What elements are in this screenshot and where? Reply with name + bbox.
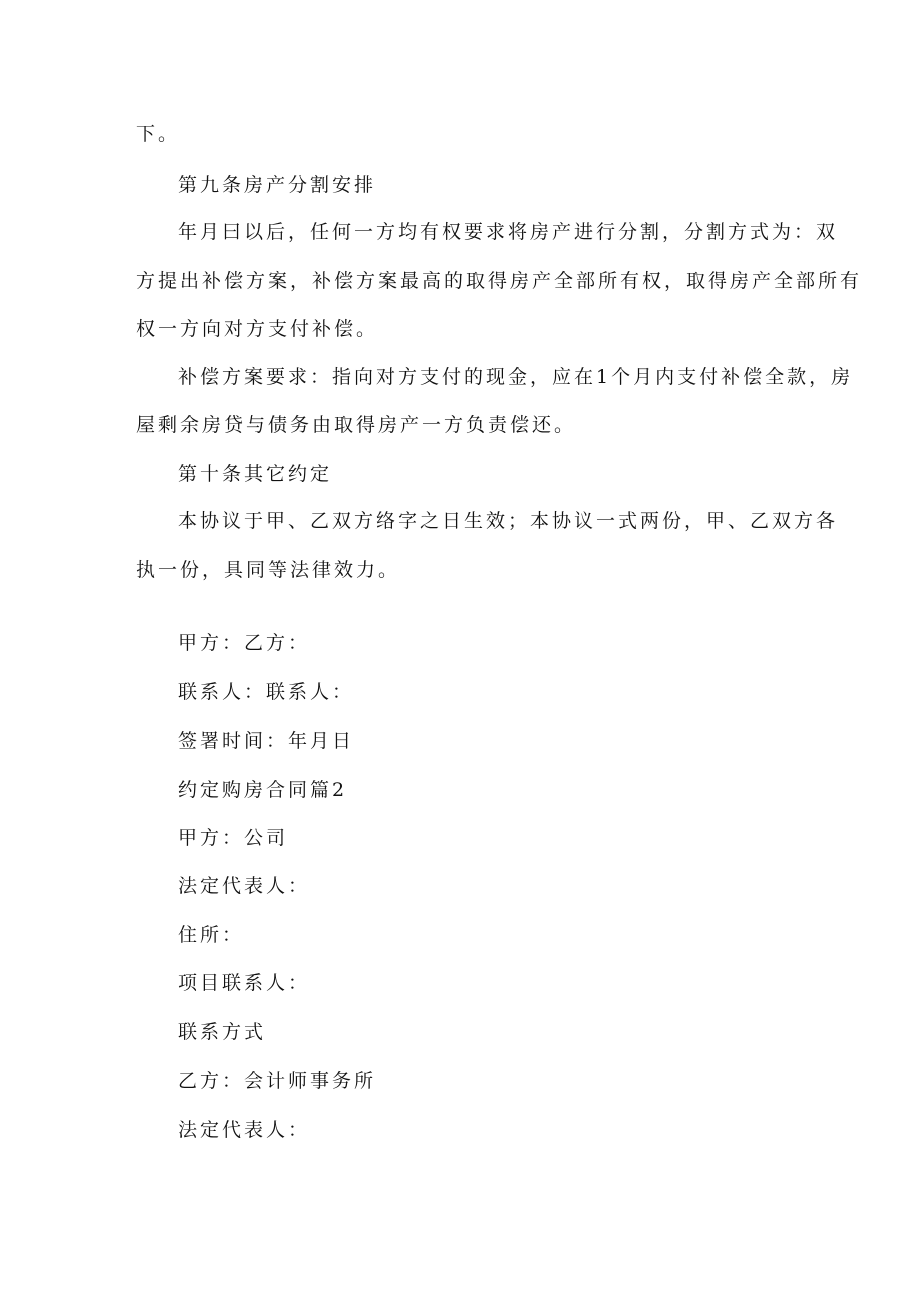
party-line: 甲方：乙方： — [178, 632, 311, 654]
project-contact-line: 项目联系人： — [178, 972, 311, 994]
party-a-line: 甲方：公司 — [178, 827, 289, 849]
paragraph-line: 年月曰以后，任何一方均有权要求将房产进行分割，分割方式为：双 — [178, 221, 839, 243]
paragraph-line: 补偿方案要求：指向对方支付的现金，应在1个月内支付补偿全款，房 — [178, 366, 854, 388]
signing-date-line: 签署时间：年月日 — [178, 730, 355, 752]
paragraph-line: 权一方向对方支付补偿。 — [136, 318, 379, 340]
paragraph-line: 执一份，具同等法律效力。 — [136, 559, 401, 581]
paragraph-line: 方提出补偿方案，补偿方案最高的取得房产全部所有权，取得房产全部所有 — [136, 270, 863, 292]
article-9-heading: 第九条房产分割安排 — [178, 174, 377, 196]
legal-representative-line: 法定代表人： — [178, 875, 311, 897]
paragraph-line: 屋剩余房贷与债务由取得房产一方负责偿还。 — [136, 414, 577, 436]
address-line: 住所： — [178, 924, 245, 946]
legal-representative-line: 法定代表人： — [178, 1119, 311, 1141]
text-line-continuation: 下。 — [136, 123, 181, 145]
article-10-heading: 第十条其它约定 — [178, 463, 333, 485]
contact-method-line: 联系方式 — [178, 1021, 267, 1043]
paragraph-line: 本协议于甲、乙双方络字之日生效；本协议一式两份，甲、乙双方各 — [178, 510, 839, 532]
contact-line: 联系人：联系人： — [178, 681, 355, 703]
contract-title: 约定购房合同篇2 — [178, 779, 348, 801]
party-b-line: 乙方：会计师事务所 — [178, 1070, 377, 1092]
